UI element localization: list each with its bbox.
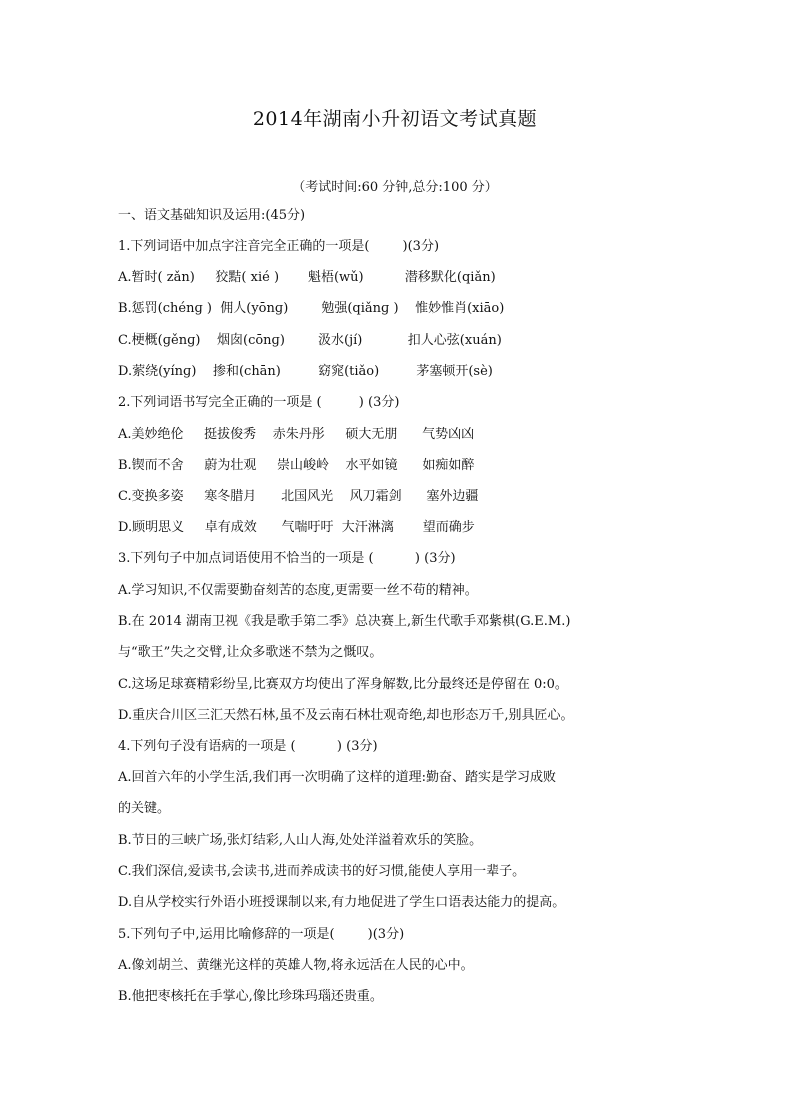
q4-option-d: D.自从学校实行外语小班授课制以来,有力地促进了学生口语表达能力的提高。 xyxy=(118,895,566,910)
question-4: 4.下列句子没有语病的一项是 ( ) (3分) xyxy=(118,739,378,754)
question-3: 3.下列句子中加点词语使用不恰当的一项是 ( ) (3分) xyxy=(118,551,456,566)
section-heading: 一、语文基础知识及运用:(45分) xyxy=(118,208,306,223)
question-2: 2.下列词语书写完全正确的一项是 ( ) (3分) xyxy=(118,395,400,410)
q3-option-d: D.重庆合川区三汇天然石林,虽不及云南石林壮观奇绝,却也形态万千,别具匠心。 xyxy=(118,708,574,723)
question-1: 1.下列词语中加点字注音完全正确的一项是( )(3分) xyxy=(118,239,440,254)
q2-option-d: D.顾明思义 卓有成效 气喘吁吁 大汗淋漓 望而确步 xyxy=(118,520,475,535)
q4-option-c: C.我们深信,爱读书,会读书,进而养成读书的好习惯,能使人享用一辈子。 xyxy=(118,864,526,879)
q4-option-a-cont: 的关键。 xyxy=(118,801,171,816)
q3-option-a: A.学习知识,不仅需要勤奋刻苦的态度,更需要一丝不苟的精神。 xyxy=(118,583,478,598)
q2-option-a: A.美妙绝伦 挺拔俊秀 赤朱丹彤 硕大无朋 气势凶凶 xyxy=(118,427,475,442)
q2-option-c: C.变换多姿 寒冬腊月 北国风光 风刀霜剑 塞外边疆 xyxy=(118,489,479,504)
question-5: 5.下列句子中,运用比喻修辞的一项是( )(3分) xyxy=(118,927,405,942)
q3-option-b: B.在 2014 湖南卫视《我是歌手第二季》总决赛上,新生代歌手邓紫棋(G.E.M.) xyxy=(118,614,571,629)
q1-option-d: D.萦绕(yínɡ) 掺和(chān) 窈窕(tiǎo) 茅塞顿开(sè) xyxy=(118,364,493,379)
exam-info: （考试时间:60 分钟,总分:100 分） xyxy=(292,180,498,195)
q3-option-c: C.这场足球赛精彩纷呈,比赛双方均使出了浑身解数,比分最终还是停留在 0:0。 xyxy=(118,677,568,692)
q1-option-a: A.暂时( zǎn) 狡黠( xié ) 魁梧(wǔ) 潜移默化(qiǎn) xyxy=(118,270,496,285)
q1-option-c: C.梗概(ɡěnɡ) 烟囱(cōnɡ) 汲水(jí) 扣人心弦(xuán) xyxy=(118,333,502,348)
q1-option-b: B.惩罚(chénɡ ) 佣人(yōnɡ) 勉强(qiǎnɡ ) 惟妙惟肖(xiāo) xyxy=(118,301,505,316)
document-title: 2014年湖南小升初语文考试真题 xyxy=(252,108,538,130)
q2-option-b: B.锲而不舍 蔚为壮观 崇山峻岭 水平如镜 如痴如醉 xyxy=(118,458,475,473)
q4-option-b: B.节日的三峡广场,张灯结彩,人山人海,处处洋溢着欢乐的笑脸。 xyxy=(118,833,483,848)
q5-option-b: B.他把枣核托在手掌心,像比珍珠玛瑙还贵重。 xyxy=(118,989,383,1004)
q5-option-a: A.像刘胡兰、黄继光这样的英雄人物,将永远活在人民的心中。 xyxy=(118,958,474,973)
q4-option-a: A.回首六年的小学生活,我们再一次明确了这样的道理:勤奋、踏实是学习成败 xyxy=(118,770,557,785)
q3-option-b-cont: 与“歌王”失之交臂,让众多歌迷不禁为之慨叹。 xyxy=(118,645,383,660)
